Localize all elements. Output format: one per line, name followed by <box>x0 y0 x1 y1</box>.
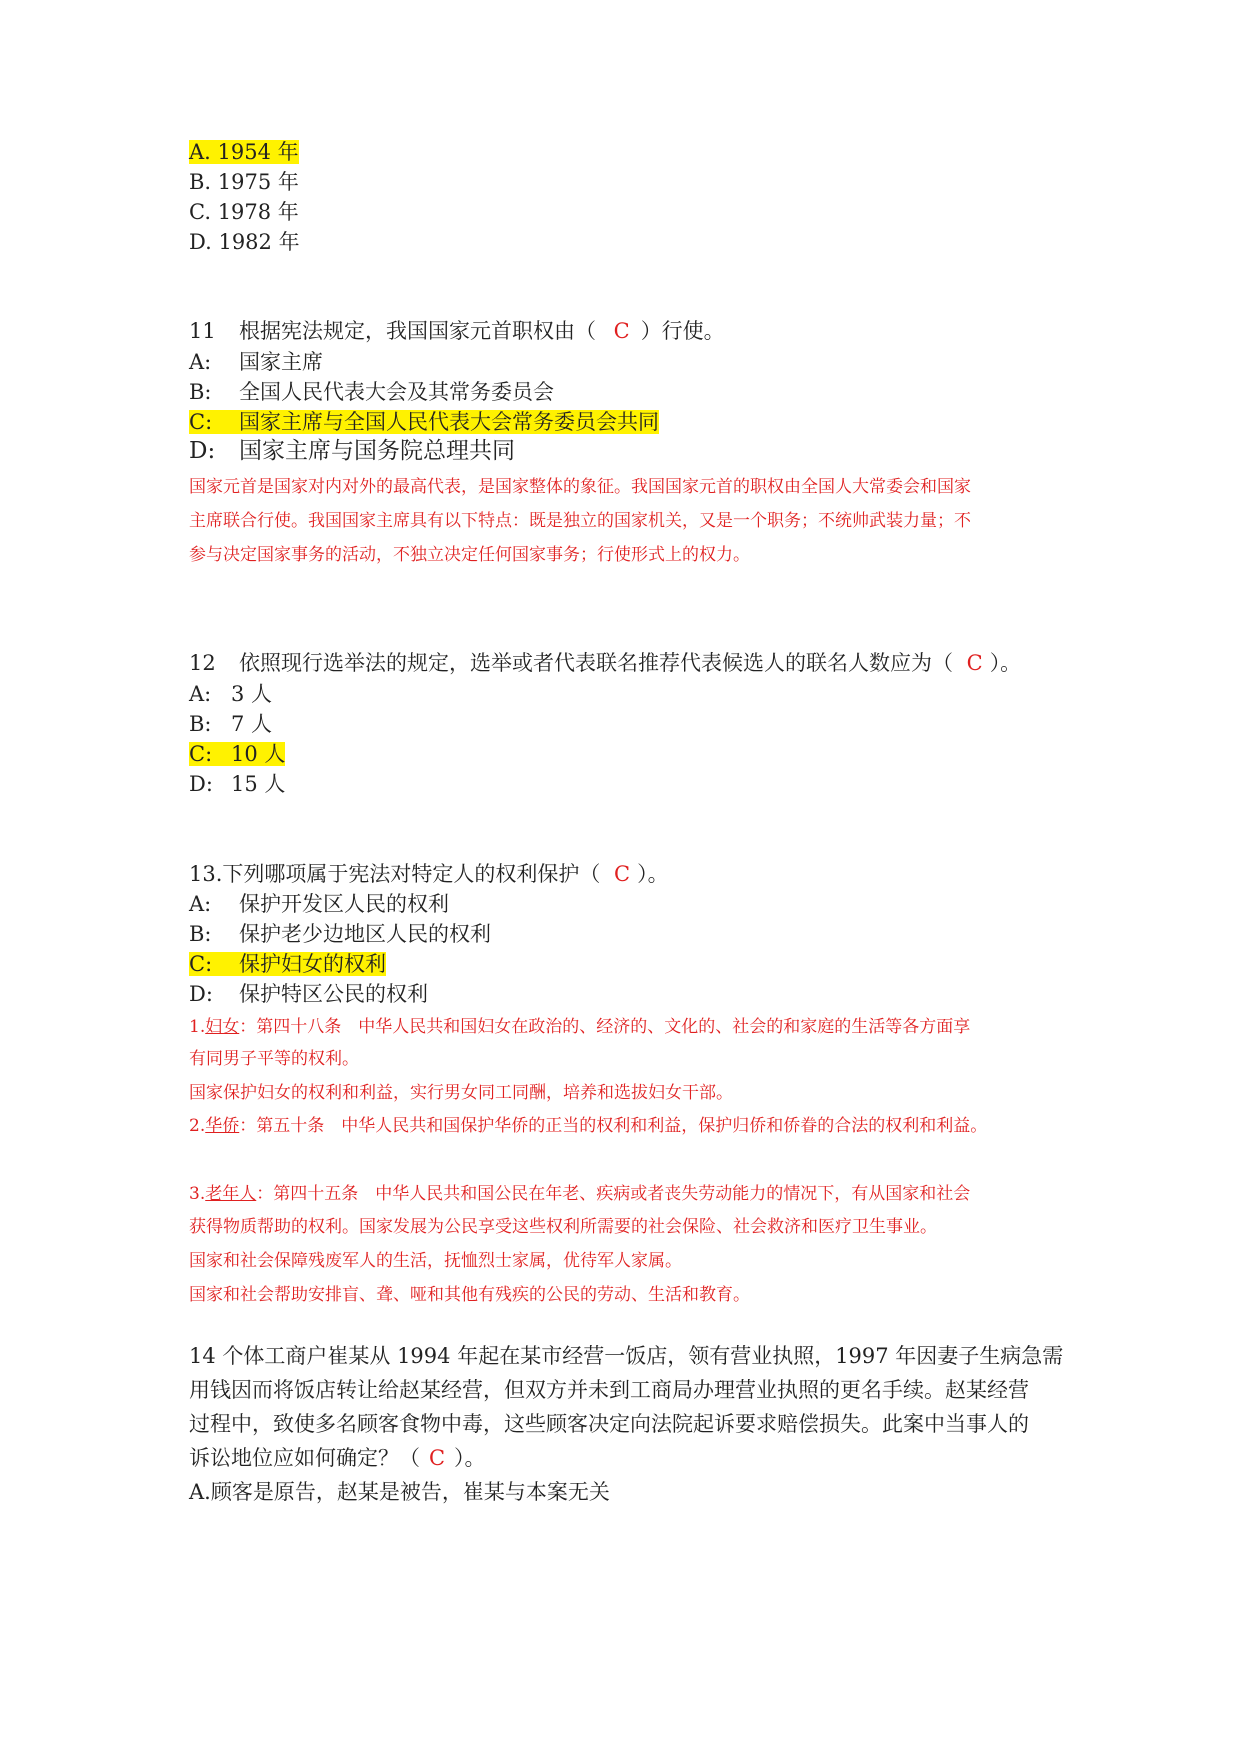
option-label: C: <box>189 410 213 434</box>
option-text: 1982 年 <box>218 230 300 254</box>
q11-option-c <box>189 408 659 436</box>
q13-option-d <box>189 980 428 1008</box>
question-text: 依照现行选举法的规定，选举或者代表联名推荐代表候选人的联名人数应为（ <box>239 651 953 675</box>
q14-option-a: A.顾客是原告，赵某是被告，崔某与本案无关 <box>189 1480 610 1504</box>
option-label: A: <box>189 350 212 374</box>
note-number: 3. <box>189 1184 206 1204</box>
q11-explanation-line-2: 主席联合行使。我国国家主席具有以下特点：既是独立的国家机关，又是一个职务；不统帅武装力量；不 <box>189 511 971 531</box>
question-text-end: ）。 <box>454 1446 486 1470</box>
q13-option-a <box>189 890 449 918</box>
note-text: ：第五十条 中华人民共和国保护华侨的正当的权利和利益，保护归侨和侨眷的合法的权利和利益。 <box>239 1116 988 1136</box>
answer-mark: C <box>966 651 983 675</box>
note-women-line-2: 有同男子平等的权利。 <box>189 1049 359 1069</box>
note-elderly-line-2: 获得物质帮助的权利。国家发展为公民享受这些权利所需要的社会保险、社会救济和医疗卫生事业。 <box>189 1217 937 1237</box>
question-number: 11 <box>189 319 216 343</box>
q12-option-b <box>189 710 272 738</box>
option-text: 国家主席 <box>239 350 323 374</box>
note-text: ：第四十五条 中华人民共和国公民在年老、疾病或者丧失劳动能力的情况下，有从国家和社会 <box>256 1184 971 1204</box>
note-overseas-line-1 <box>189 1113 987 1139</box>
option-label: B. <box>189 170 212 194</box>
note-elderly-line-4: 国家和社会帮助安排盲、聋、哑和其他有残疾的公民的劳动、生活和教育。 <box>189 1285 750 1305</box>
q10-option-c <box>189 198 299 226</box>
answer-mark: C <box>613 319 630 343</box>
q12-option-c <box>189 740 285 768</box>
question-text-end: ）。 <box>989 651 1022 675</box>
option-label: A. <box>189 140 211 164</box>
option-label: A: <box>189 892 212 916</box>
option-text: 1975 年 <box>217 170 299 194</box>
q11-explanation-line-1: 国家元首是国家对内对外的最高代表，是国家整体的象征。我国国家元首的职权由全国人大常委会和国家 <box>189 477 971 497</box>
q11-option-b <box>189 378 554 406</box>
q14-line-1: 14 个体工商户崔某从 1994 年起在某市经营一饭店，领有营业执照，1997 年因妻子生病急需 <box>189 1344 1064 1368</box>
option-label: B: <box>189 380 212 404</box>
option-text: 保护开发区人民的权利 <box>239 892 449 916</box>
q12-stem <box>189 649 1021 677</box>
question-text-end: ）行使。 <box>640 319 725 343</box>
q10-option-a <box>189 138 299 166</box>
q11-explanation-line-3: 参与决定国家事务的活动，不独立决定任何国家事务；行使形式上的权力。 <box>189 545 750 565</box>
option-text: 7 人 <box>231 712 273 736</box>
note-elderly-line-3: 国家和社会保障残废军人的生活，抚恤烈士家属，优待军人家属。 <box>189 1251 682 1271</box>
note-women-line-3: 国家保护妇女的权利和利益，实行男女同工同酬，培养和选拔妇女干部。 <box>189 1083 733 1103</box>
option-text: 保护老少边地区人民的权利 <box>239 922 491 946</box>
q10-option-d <box>189 228 300 256</box>
q12-option-a <box>189 680 272 708</box>
option-label: B: <box>189 712 212 736</box>
option-text: 3 人 <box>231 682 273 706</box>
note-keyword: 妇女 <box>205 1017 240 1037</box>
q11-option-d <box>189 437 515 465</box>
q13-option-c <box>189 950 386 978</box>
option-text: 保护妇女的权利 <box>239 952 386 976</box>
q12-option-d <box>189 770 285 798</box>
q14-line-2: 用钱因而将饭店转让给赵某经营，但双方并未到工商局办理营业执照的更名手续。赵某经营 <box>189 1378 1029 1402</box>
option-label: C: <box>189 742 213 766</box>
note-text: ：第四十八条 中华人民共和国妇女在政治的、经济的、文化的、社会的和家庭的生活等各方面享 <box>239 1017 971 1037</box>
question-text: 13.下列哪项属于宪法对特定人的权利保护（ <box>189 862 601 886</box>
option-text: 国家主席与国务院总理共同 <box>239 438 515 464</box>
question-number: 12 <box>189 651 216 675</box>
option-text: 10 人 <box>231 742 286 766</box>
note-number: 1. <box>189 1017 206 1037</box>
answer-mark: C <box>428 1446 446 1470</box>
note-elderly-line-1 <box>189 1181 970 1207</box>
option-label: C: <box>189 952 213 976</box>
q14-line-3: 过程中，致使多名顾客食物中毒，这些顾客决定向法院起诉要求赔偿损失。此案中当事人的 <box>189 1412 1029 1436</box>
option-text: 国家主席与全国人民代表大会常务委员会共同 <box>239 410 659 434</box>
note-keyword: 老年人 <box>205 1184 257 1204</box>
note-number: 2. <box>189 1116 206 1136</box>
option-label: D: <box>189 438 216 464</box>
option-label: D: <box>189 982 213 1006</box>
option-text: 1978 年 <box>217 200 299 224</box>
option-label: D: <box>189 772 213 796</box>
q13-stem <box>189 860 669 888</box>
note-keyword: 华侨 <box>205 1116 240 1136</box>
option-label: A: <box>189 682 212 706</box>
option-text: 全国人民代表大会及其常务委员会 <box>239 380 554 404</box>
option-text: 保护特区公民的权利 <box>239 982 428 1006</box>
q10-option-b <box>189 168 299 196</box>
option-label: D. <box>189 230 212 254</box>
option-text: 15 人 <box>231 772 286 796</box>
option-label: B: <box>189 922 212 946</box>
q14-line-4 <box>189 1444 486 1472</box>
option-text: 1954 年 <box>217 140 299 164</box>
note-women-line-1 <box>189 1014 970 1040</box>
q11-stem <box>189 317 725 345</box>
question-text: 诉讼地位应如何确定？（ <box>189 1446 420 1470</box>
question-text: 根据宪法规定，我国国家元首职权由（ <box>239 319 596 343</box>
question-text-end: ）。 <box>637 862 669 886</box>
q13-option-b <box>189 920 491 948</box>
option-label: C. <box>189 200 211 224</box>
answer-mark: C <box>614 862 631 886</box>
q11-option-a <box>189 348 323 376</box>
